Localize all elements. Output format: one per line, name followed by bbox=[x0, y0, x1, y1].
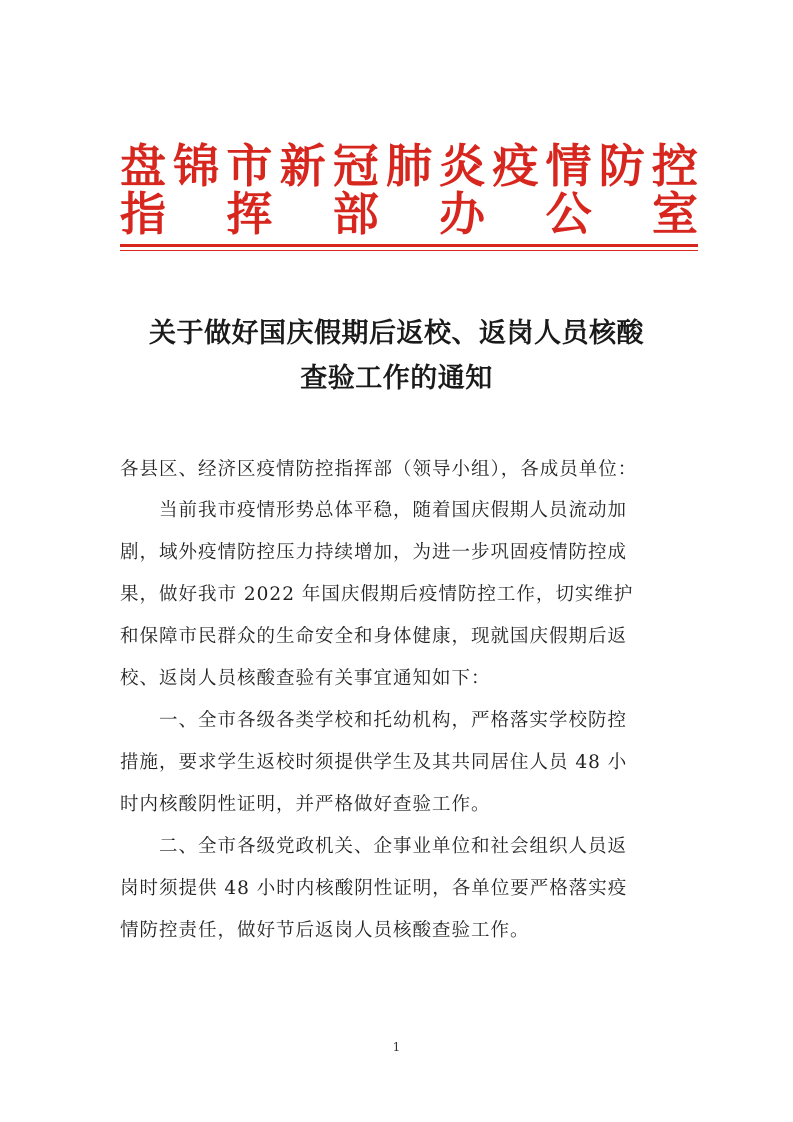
paragraph-1-line: 当前我市疫情形势总体平稳，随着国庆假期人员流动加 bbox=[159, 500, 628, 521]
header-char: 锦 bbox=[173, 139, 220, 193]
paragraph-1-line: 剧，域外疫情防控压力持续增加，为进一步巩固疫情防控成 bbox=[120, 542, 628, 563]
header-char: 挥 bbox=[226, 187, 273, 241]
issuing-authority-line-2 bbox=[120, 186, 698, 242]
header-char: 疫 bbox=[492, 139, 539, 193]
header-char: 新 bbox=[279, 139, 326, 193]
header-divider-thin bbox=[120, 250, 698, 251]
paragraph-1-line: 和保障市民群众的生命安全和身体健康，现就国庆假期后返 bbox=[120, 626, 628, 647]
header-char: 炎 bbox=[439, 139, 486, 193]
header-divider-thick bbox=[120, 244, 698, 247]
document-title-line-2: 查验工作的通知 bbox=[300, 363, 493, 394]
paragraph-3-line: 二、全市各级党政机关、企事业单位和社会组织人员返 bbox=[159, 836, 628, 857]
header-char: 肺 bbox=[385, 139, 432, 193]
header-char: 防 bbox=[598, 139, 645, 193]
header-char: 办 bbox=[439, 187, 486, 241]
paragraph-2-line: 时内核酸阴性证明，并严格做好查验工作。 bbox=[120, 794, 491, 815]
header-char: 公 bbox=[545, 187, 592, 241]
document-title-line-1: 关于做好国庆假期后返校、返岗人员核酸 bbox=[149, 318, 644, 349]
header-char: 控 bbox=[651, 139, 698, 193]
header-char: 指 bbox=[120, 187, 166, 241]
paragraph-1-line: 果，做好我市 2022 年国庆假期后疫情防控工作，切实维护 bbox=[120, 584, 634, 605]
paragraph-3-line: 岗时须提供 48 小时内核酸阴性证明，各单位要严格落实疫 bbox=[120, 878, 628, 899]
paragraph-1-line: 校、返岗人员核酸查验有关事宜通知如下： bbox=[120, 668, 491, 689]
header-char: 盘 bbox=[120, 139, 166, 193]
paragraph-2-line: 一、全市各级各类学校和托幼机构，严格落实学校防控 bbox=[159, 710, 628, 731]
header-char: 情 bbox=[545, 139, 592, 193]
header-char: 部 bbox=[332, 187, 379, 241]
paragraph-2-line: 措施，要求学生返校时须提供学生及其共同居住人员 48 小 bbox=[120, 752, 628, 773]
paragraph-3-line: 情防控责任，做好节后返岗人员核酸查验工作。 bbox=[120, 920, 530, 941]
header-char: 室 bbox=[651, 187, 698, 241]
salutation: 各县区、经济区疫情防控指挥部（领导小组），各成员单位： bbox=[120, 459, 638, 480]
page-number: 1 bbox=[392, 1040, 401, 1054]
header-char: 冠 bbox=[332, 139, 379, 193]
header-char: 市 bbox=[226, 139, 273, 193]
